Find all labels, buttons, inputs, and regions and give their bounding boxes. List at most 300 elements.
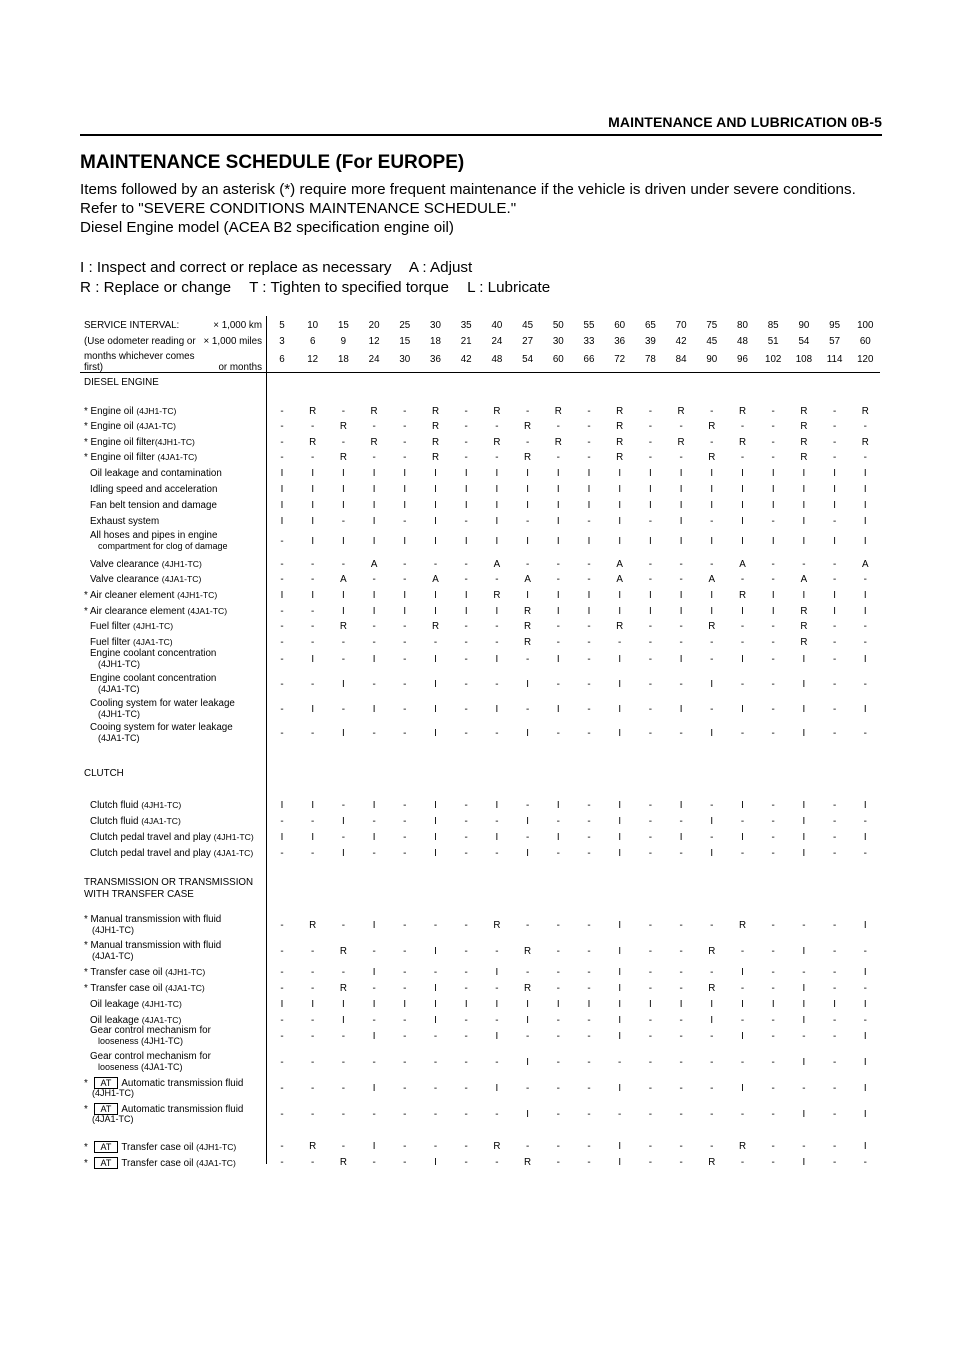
- schedule-cell: -: [464, 406, 468, 417]
- miles-interval: 42: [675, 336, 687, 347]
- schedule-cell: R: [616, 437, 624, 448]
- schedule-cell: -: [311, 848, 315, 859]
- km-interval: 70: [675, 320, 687, 331]
- schedule-cell: I: [372, 832, 376, 843]
- schedule-cell: -: [372, 983, 376, 994]
- schedule-cell: -: [464, 1015, 468, 1026]
- schedule-cell: -: [648, 983, 653, 994]
- months-interval: 90: [706, 354, 718, 365]
- schedule-cell: I: [741, 484, 744, 495]
- schedule-cell: I: [618, 816, 622, 827]
- schedule-cell: I: [495, 516, 499, 527]
- schedule-cell: I: [741, 1083, 744, 1094]
- schedule-cell: -: [710, 1141, 714, 1152]
- schedule-cell: -: [832, 816, 837, 827]
- row-label-continued: compartment for clog of damage: [98, 541, 228, 551]
- schedule-cell: I: [342, 606, 345, 617]
- months-interval: 72: [614, 354, 626, 365]
- schedule-cell: I: [556, 704, 560, 715]
- schedule-cell: -: [403, 516, 407, 527]
- schedule-cell: -: [280, 437, 284, 448]
- schedule-cell: -: [587, 967, 591, 978]
- schedule-cell: I: [710, 468, 714, 479]
- miles-interval: 3: [279, 336, 285, 347]
- schedule-cell: I: [618, 590, 622, 601]
- model-code: (4JH1-TC): [154, 437, 195, 447]
- row-label: * AT Transfer case oil (4JH1-TC): [84, 1142, 237, 1153]
- schedule-cell: I: [587, 468, 591, 479]
- schedule-cell: I: [587, 500, 591, 511]
- schedule-cell: -: [771, 983, 775, 994]
- months-interval: 42: [460, 354, 472, 365]
- schedule-cell: -: [280, 920, 284, 931]
- schedule-cell: -: [740, 1015, 745, 1026]
- schedule-cell: I: [679, 484, 683, 495]
- schedule-cell: -: [679, 920, 683, 931]
- schedule-cell: -: [464, 920, 468, 931]
- row-label: Fan belt tension and damage: [90, 500, 217, 511]
- schedule-cell: -: [372, 679, 376, 690]
- schedule-cell: I: [649, 536, 652, 547]
- schedule-cell: I: [311, 536, 315, 547]
- schedule-cell: I: [741, 468, 744, 479]
- schedule-cell: I: [556, 832, 560, 843]
- schedule-cell: R: [524, 637, 532, 648]
- schedule-cell: I: [618, 516, 622, 527]
- schedule-cell: -: [403, 832, 407, 843]
- schedule-cell: -: [433, 637, 438, 648]
- schedule-cell: -: [372, 848, 376, 859]
- schedule-cell: -: [802, 1083, 806, 1094]
- schedule-cell: -: [771, 848, 775, 859]
- schedule-cell: I: [618, 848, 622, 859]
- schedule-cell: I: [679, 704, 683, 715]
- schedule-cell: I: [618, 606, 622, 617]
- schedule-cell: -: [403, 1057, 407, 1068]
- schedule-cell: -: [280, 1057, 284, 1068]
- model-code: (4JA1-TC): [161, 574, 202, 584]
- schedule-cell: R: [309, 437, 317, 448]
- schedule-cell: -: [495, 946, 499, 957]
- schedule-cell: I: [434, 832, 437, 843]
- months-interval: 54: [522, 354, 534, 365]
- schedule-cell: I: [434, 946, 437, 957]
- model-code: (4JH1-TC): [133, 621, 174, 631]
- km-interval: 80: [737, 320, 748, 331]
- row-label: * Engine oil filter(4JH1-TC): [84, 437, 195, 448]
- schedule-cell: -: [648, 832, 653, 843]
- schedule-cell: I: [495, 704, 499, 715]
- miles-interval: 39: [644, 336, 656, 347]
- schedule-cell: -: [832, 848, 837, 859]
- schedule-cell: I: [556, 590, 560, 601]
- schedule-cell: -: [403, 679, 407, 690]
- schedule-cell: I: [618, 999, 622, 1010]
- schedule-cell: -: [587, 983, 591, 994]
- schedule-cell: -: [648, 1157, 653, 1168]
- schedule-cell: -: [403, 1083, 407, 1094]
- schedule-cell: -: [648, 437, 653, 448]
- schedule-cell: -: [648, 1015, 653, 1026]
- schedule-cell: -: [740, 1057, 745, 1068]
- model-code: (4JH1-TC): [161, 559, 202, 569]
- legend-tighten: T : Tighten to specified torque: [249, 279, 449, 296]
- schedule-cell: -: [771, 832, 775, 843]
- schedule-cell: R: [708, 421, 716, 432]
- schedule-cell: -: [710, 637, 714, 648]
- schedule-cell: -: [832, 946, 837, 957]
- schedule-cell: -: [832, 1057, 837, 1068]
- schedule-cell: I: [434, 1015, 437, 1026]
- schedule-cell: -: [403, 637, 407, 648]
- months-interval: 48: [491, 354, 503, 365]
- schedule-cell: -: [556, 946, 560, 957]
- row-label: Clutch pedal travel and play (4JH1-TC): [90, 832, 254, 843]
- schedule-cell: -: [403, 406, 407, 417]
- schedule-cell: -: [832, 704, 837, 715]
- schedule-cell: -: [464, 654, 468, 665]
- schedule-cell: I: [526, 728, 529, 739]
- model-code: (4JH1-TC): [136, 406, 177, 416]
- row-label: * AT Automatic transmission fluid: [84, 1104, 244, 1115]
- schedule-cell: -: [648, 816, 653, 827]
- schedule-cell: I: [679, 832, 683, 843]
- km-interval: 15: [337, 320, 349, 331]
- schedule-cell: -: [710, 1057, 714, 1068]
- schedule-cell: I: [342, 468, 345, 479]
- schedule-cell: -: [740, 621, 745, 632]
- schedule-cell: I: [863, 832, 867, 843]
- schedule-cell: -: [587, 1109, 591, 1120]
- schedule-cell: -: [740, 421, 745, 432]
- schedule-cell: I: [618, 654, 622, 665]
- months-interval: 24: [368, 354, 380, 365]
- schedule-cell: -: [587, 452, 591, 463]
- schedule-cell: -: [740, 1157, 745, 1168]
- schedule-cell: R: [616, 406, 624, 417]
- schedule-cell: -: [771, 1031, 775, 1042]
- schedule-cell: I: [741, 606, 744, 617]
- schedule-cell: -: [587, 1015, 591, 1026]
- schedule-cell: R: [431, 437, 440, 448]
- schedule-cell: -: [372, 452, 376, 463]
- schedule-cell: I: [833, 999, 836, 1010]
- schedule-cell: -: [525, 800, 530, 811]
- schedule-cell: -: [556, 1083, 560, 1094]
- schedule-cell: -: [341, 559, 346, 570]
- schedule-cell: I: [802, 1057, 806, 1068]
- schedule-cell: -: [311, 1157, 315, 1168]
- model-code: (4JA1-TC): [141, 816, 181, 826]
- schedule-cell: -: [740, 1109, 745, 1120]
- schedule-cell: R: [370, 406, 378, 417]
- schedule-cell: I: [618, 1083, 622, 1094]
- schedule-cell: I: [372, 800, 376, 811]
- schedule-cell: R: [800, 437, 808, 448]
- schedule-cell: -: [771, 1109, 775, 1120]
- schedule-cell: I: [526, 1015, 529, 1026]
- intro-line: Refer to "SEVERE CONDITIONS MAINTENANCE SCHEDULE.": [80, 200, 517, 217]
- schedule-cell: I: [863, 484, 867, 495]
- schedule-cell: -: [433, 1057, 438, 1068]
- schedule-cell: R: [800, 637, 808, 648]
- schedule-cell: I: [372, 536, 376, 547]
- model-code: (4JA1-TC): [157, 452, 198, 462]
- schedule-cell: -: [280, 621, 284, 632]
- schedule-cell: I: [464, 468, 468, 479]
- schedule-cell: -: [771, 1057, 775, 1068]
- at-badge: AT: [94, 1157, 119, 1169]
- schedule-cell: I: [434, 484, 437, 495]
- schedule-cell: -: [771, 574, 775, 585]
- schedule-cell: -: [403, 559, 407, 570]
- schedule-cell: I: [280, 500, 284, 511]
- km-interval: 5: [279, 320, 285, 331]
- months-interval: 36: [430, 354, 441, 365]
- schedule-cell: I: [679, 468, 683, 479]
- schedule-cell: I: [311, 832, 315, 843]
- row-label: * Manual transmission with fluid: [84, 914, 222, 925]
- schedule-cell: I: [710, 484, 714, 495]
- schedule-cell: -: [587, 1141, 591, 1152]
- schedule-cell: -: [710, 704, 714, 715]
- row-label: * Engine oil filter (4JA1-TC): [84, 452, 198, 463]
- schedule-cell: -: [679, 1157, 683, 1168]
- schedule-cell: I: [403, 468, 407, 479]
- schedule-cell: -: [771, 800, 775, 811]
- schedule-cell: -: [280, 967, 284, 978]
- schedule-cell: -: [464, 946, 468, 957]
- schedule-cell: I: [802, 500, 806, 511]
- schedule-cell: -: [403, 728, 407, 739]
- schedule-cell: -: [311, 621, 315, 632]
- km-interval: 40: [491, 320, 503, 331]
- miles-interval: 57: [829, 336, 841, 347]
- schedule-cell: I: [342, 536, 345, 547]
- schedule-cell: R: [738, 590, 747, 601]
- schedule-cell: -: [311, 728, 315, 739]
- schedule-cell: I: [403, 484, 407, 495]
- schedule-cell: I: [556, 468, 560, 479]
- schedule-cell: I: [495, 536, 499, 547]
- schedule-cell: -: [341, 1083, 346, 1094]
- schedule-cell: I: [372, 967, 376, 978]
- schedule-cell: -: [832, 559, 837, 570]
- schedule-cell: -: [771, 728, 775, 739]
- schedule-cell: R: [431, 421, 440, 432]
- schedule-cell: -: [832, 1109, 837, 1120]
- miles-interval: 54: [798, 336, 810, 347]
- schedule-cell: R: [708, 452, 716, 463]
- row-label: * Engine oil (4JA1-TC): [84, 421, 176, 432]
- schedule-cell: I: [649, 500, 652, 511]
- schedule-cell: -: [587, 704, 591, 715]
- schedule-cell: -: [556, 421, 560, 432]
- schedule-cell: -: [311, 574, 315, 585]
- schedule-cell: I: [556, 536, 560, 547]
- schedule-cell: R: [616, 421, 624, 432]
- schedule-cell: -: [280, 816, 284, 827]
- schedule-cell: -: [679, 1031, 683, 1042]
- schedule-cell: I: [802, 468, 806, 479]
- schedule-cell: I: [863, 590, 867, 601]
- schedule-cell: R: [524, 621, 532, 632]
- schedule-cell: R: [309, 920, 317, 931]
- schedule-cell: I: [618, 704, 622, 715]
- schedule-cell: I: [434, 848, 437, 859]
- schedule-cell: I: [679, 800, 683, 811]
- schedule-cell: -: [556, 1109, 560, 1120]
- section-diesel-engine: DIESEL ENGINE: [84, 377, 159, 388]
- schedule-cell: R: [339, 983, 347, 994]
- schedule-cell: R: [738, 406, 747, 417]
- schedule-cell: I: [464, 536, 468, 547]
- schedule-cell: -: [832, 983, 837, 994]
- schedule-cell: -: [556, 679, 560, 690]
- schedule-cell: -: [587, 1057, 591, 1068]
- row-label: Fuel filter (4JH1-TC): [90, 621, 174, 632]
- schedule-cell: -: [832, 1031, 837, 1042]
- schedule-cell: -: [587, 406, 591, 417]
- schedule-cell: I: [495, 1031, 499, 1042]
- schedule-cell: -: [863, 848, 867, 859]
- schedule-cell: -: [311, 1083, 315, 1094]
- schedule-cell: -: [832, 437, 837, 448]
- months-note-label: months whichever comes: [84, 351, 195, 362]
- schedule-cell: -: [280, 654, 284, 665]
- schedule-cell: I: [618, 1157, 622, 1168]
- schedule-cell: R: [708, 621, 716, 632]
- schedule-cell: -: [679, 559, 683, 570]
- schedule-cell: I: [403, 590, 407, 601]
- schedule-cell: I: [495, 606, 499, 617]
- schedule-cell: -: [556, 1031, 560, 1042]
- intro-text: [80, 180, 856, 237]
- schedule-cell: I: [342, 816, 345, 827]
- schedule-cell: -: [403, 816, 407, 827]
- schedule-cell: -: [556, 1141, 560, 1152]
- schedule-cell: -: [587, 679, 591, 690]
- schedule-cell: I: [342, 1015, 345, 1026]
- months-unit-label: or months: [218, 362, 262, 373]
- schedule-cell: I: [710, 500, 714, 511]
- miles-interval: 12: [368, 336, 380, 347]
- schedule-cell: I: [618, 536, 622, 547]
- schedule-cell: -: [556, 559, 560, 570]
- miles-interval: 51: [767, 336, 779, 347]
- schedule-cell: -: [832, 621, 837, 632]
- schedule-cell: R: [370, 437, 378, 448]
- schedule-cell: -: [464, 728, 468, 739]
- schedule-cell: I: [802, 536, 806, 547]
- schedule-cell: A: [432, 574, 439, 585]
- schedule-cell: -: [648, 574, 653, 585]
- schedule-cell: -: [464, 679, 468, 690]
- schedule-cell: R: [524, 1157, 532, 1168]
- schedule-cell: I: [710, 999, 714, 1010]
- legend-replace: R : Replace or change: [80, 279, 232, 296]
- schedule-cell: I: [618, 1015, 622, 1026]
- schedule-cell: I: [372, 920, 376, 931]
- schedule-cell: -: [464, 1083, 468, 1094]
- schedule-cell: -: [863, 1157, 867, 1168]
- schedule-cell: I: [556, 516, 560, 527]
- schedule-cell: -: [495, 1109, 499, 1120]
- schedule-cell: -: [403, 1031, 407, 1042]
- model-code: (4JH1-TC): [196, 1142, 237, 1152]
- document-title: MAINTENANCE SCHEDULE (For EUROPE): [80, 152, 465, 173]
- schedule-cell: -: [710, 832, 714, 843]
- schedule-cell: -: [280, 1157, 284, 1168]
- schedule-cell: I: [618, 679, 622, 690]
- schedule-cell: -: [556, 983, 560, 994]
- schedule-cell: -: [372, 728, 376, 739]
- schedule-cell: I: [526, 590, 529, 601]
- schedule-cell: -: [341, 654, 346, 665]
- schedule-cell: -: [648, 1109, 653, 1120]
- schedule-cell: -: [280, 606, 284, 617]
- schedule-cell: -: [403, 437, 407, 448]
- schedule-cell: I: [710, 816, 714, 827]
- schedule-cell: -: [403, 421, 407, 432]
- at-badge: AT: [94, 1077, 119, 1089]
- schedule-cell: I: [710, 848, 714, 859]
- schedule-cell: -: [403, 621, 407, 632]
- schedule-cell: I: [434, 536, 437, 547]
- schedule-cell: R: [738, 920, 747, 931]
- schedule-cell: -: [525, 654, 530, 665]
- schedule-cell: I: [495, 999, 499, 1010]
- schedule-cell: -: [495, 1157, 499, 1168]
- months-interval: 66: [583, 354, 595, 365]
- schedule-cell: -: [280, 574, 284, 585]
- schedule-cell: I: [679, 500, 683, 511]
- model-code: (4JA1-TC): [133, 637, 173, 647]
- schedule-cell: -: [280, 946, 284, 957]
- schedule-cell: I: [526, 848, 529, 859]
- schedule-cell: -: [771, 704, 775, 715]
- row-label: Exhaust system: [90, 516, 160, 527]
- model-code: (4JA1-TC): [196, 1158, 236, 1168]
- row-label-continued: (4JA1-TC): [98, 684, 140, 694]
- intro-line: Diesel Engine model (ACEA B2 specification engine oil): [80, 219, 454, 236]
- row-label: * AT Automatic transmission fluid: [84, 1078, 244, 1089]
- schedule-cell: -: [648, 421, 653, 432]
- schedule-cell: -: [771, 516, 775, 527]
- schedule-cell: -: [648, 946, 653, 957]
- schedule-cell: -: [464, 967, 468, 978]
- schedule-cell: R: [493, 406, 501, 417]
- miles-interval: 33: [583, 336, 595, 347]
- schedule-cell: -: [771, 406, 775, 417]
- schedule-cell: -: [372, 1015, 376, 1026]
- schedule-cell: -: [863, 637, 867, 648]
- schedule-cell: -: [525, 832, 530, 843]
- schedule-cell: -: [556, 728, 560, 739]
- schedule-cell: -: [832, 832, 837, 843]
- schedule-cell: I: [863, 1109, 867, 1120]
- schedule-cell: -: [464, 704, 468, 715]
- schedule-cell: -: [679, 679, 683, 690]
- row-label-continued: (4JA1-TC): [98, 733, 140, 743]
- model-code: (4JA1-TC): [187, 606, 228, 616]
- legend-adjust: A : Adjust: [408, 259, 473, 276]
- schedule-cell: I: [802, 728, 806, 739]
- schedule-cell: -: [832, 574, 837, 585]
- section-clutch: CLUTCH: [84, 768, 124, 779]
- schedule-cell: R: [309, 1141, 317, 1152]
- schedule-cell: -: [679, 728, 683, 739]
